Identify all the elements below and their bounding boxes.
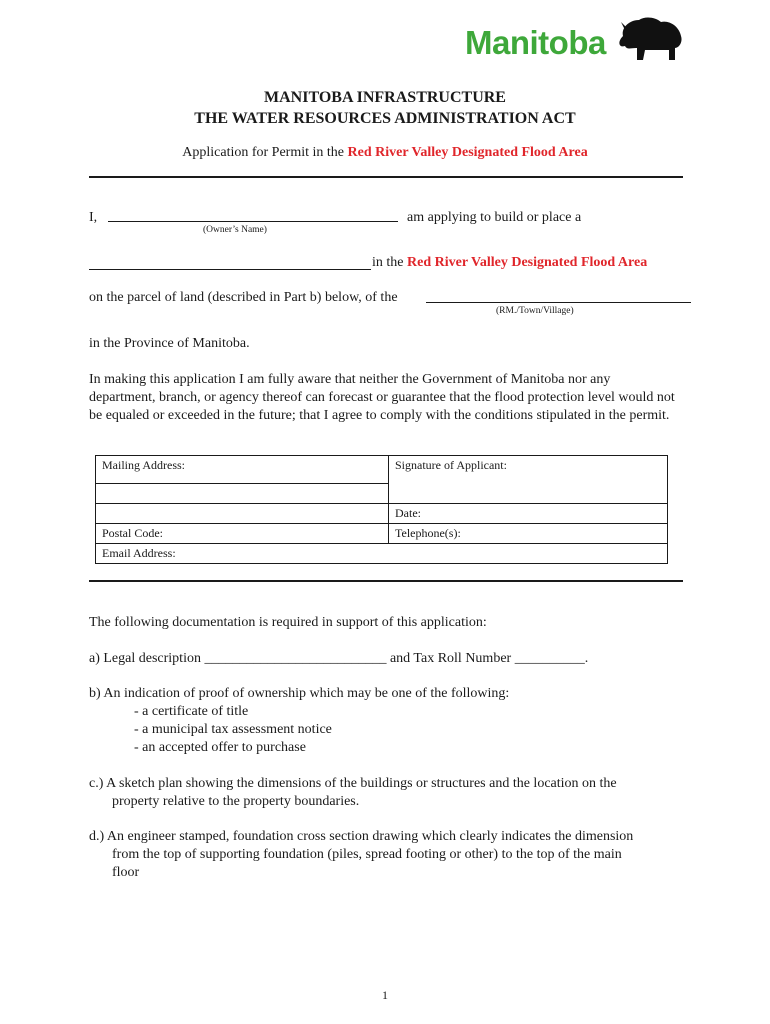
email-label: Email Address:: [102, 546, 176, 560]
header-divider: [89, 176, 683, 178]
subtitle-area: Red River Valley Designated Flood Area: [347, 145, 588, 160]
signature-cell[interactable]: [389, 456, 668, 504]
item-b-bullet-1: - a certificate of title: [134, 704, 249, 719]
item-c-line1: c.) A sketch plan showing the dimensions of the buildings or structures and the location on the: [89, 776, 617, 791]
parcel-text: on the parcel of land (described in Part b) below, of the: [89, 290, 398, 305]
rm-field[interactable]: [426, 302, 691, 303]
telephone-label: Telephone(s):: [395, 526, 461, 540]
item-c-line2: property relative to the property boundaries.: [112, 794, 360, 809]
signature-label: Signature of Applicant:: [395, 458, 507, 472]
documentation-intro: The following documentation is required in support of this application:: [89, 615, 487, 630]
subtitle-prefix: Application for Permit in the: [182, 145, 348, 160]
item-d-line1: d.) An engineer stamped, foundation cross section drawing which clearly indicates the dimension: [89, 829, 634, 844]
table-divider: [89, 580, 683, 582]
mailing-address-cell[interactable]: [96, 456, 389, 484]
date-label: Date:: [395, 506, 421, 520]
i-label: I,: [89, 210, 98, 225]
item-d-line3: floor: [112, 865, 140, 880]
mailing-address-line3[interactable]: [96, 504, 389, 524]
item-b: b) An indication of proof of ownership which may be one of the following:: [89, 686, 510, 701]
act-title: THE WATER RESOURCES ADMINISTRATION ACT: [194, 110, 576, 127]
owner-name-caption: (Owner’s Name): [203, 225, 267, 235]
bison-icon: [615, 14, 687, 64]
page-number: 1: [382, 988, 388, 1002]
in-the-text: in the: [372, 255, 407, 270]
email-cell[interactable]: [96, 544, 668, 564]
mailing-address-label: Mailing Address:: [102, 458, 185, 472]
item-b-bullet-3: - an accepted offer to purchase: [134, 740, 306, 755]
owner-name-field[interactable]: [108, 221, 398, 222]
applying-text: am applying to build or place a: [407, 210, 582, 225]
structure-field[interactable]: [89, 269, 371, 270]
item-d-line2: from the top of supporting foundation (piles, spread footing or other) to the top of the main: [112, 847, 622, 862]
declaration-paragraph: In making this application I am fully aware that neither the Government of Manitoba nor any department, branch, or agency thereof can forecast or guarantee that the flood protection level would not be equaled or exceeded in the future; that I agree to comply with the conditions stipulated in the permit.: [89, 372, 675, 423]
manitoba-logo: [465, 14, 695, 66]
item-a: a) Legal description __________________________ and Tax Roll Number __________.: [89, 651, 589, 666]
date-cell[interactable]: [389, 504, 668, 524]
area-text: Red River Valley Designated Flood Area: [407, 255, 648, 270]
form-subtitle: [0, 145, 770, 161]
postal-code-cell[interactable]: [96, 524, 389, 544]
mailing-address-line2[interactable]: [96, 484, 389, 504]
postal-code-label: Postal Code:: [102, 526, 164, 540]
telephone-cell[interactable]: [389, 524, 668, 544]
logo-wordmark: Manitoba: [465, 24, 606, 61]
department-title: MANITOBA INFRASTRUCTURE: [264, 89, 506, 106]
in-the-area: [372, 255, 647, 271]
rm-caption: (RM./Town/Village): [496, 306, 574, 316]
applicant-info-table: [95, 455, 668, 564]
province-text: in the Province of Manitoba.: [89, 336, 250, 351]
item-b-bullet-2: - a municipal tax assessment notice: [134, 722, 332, 737]
